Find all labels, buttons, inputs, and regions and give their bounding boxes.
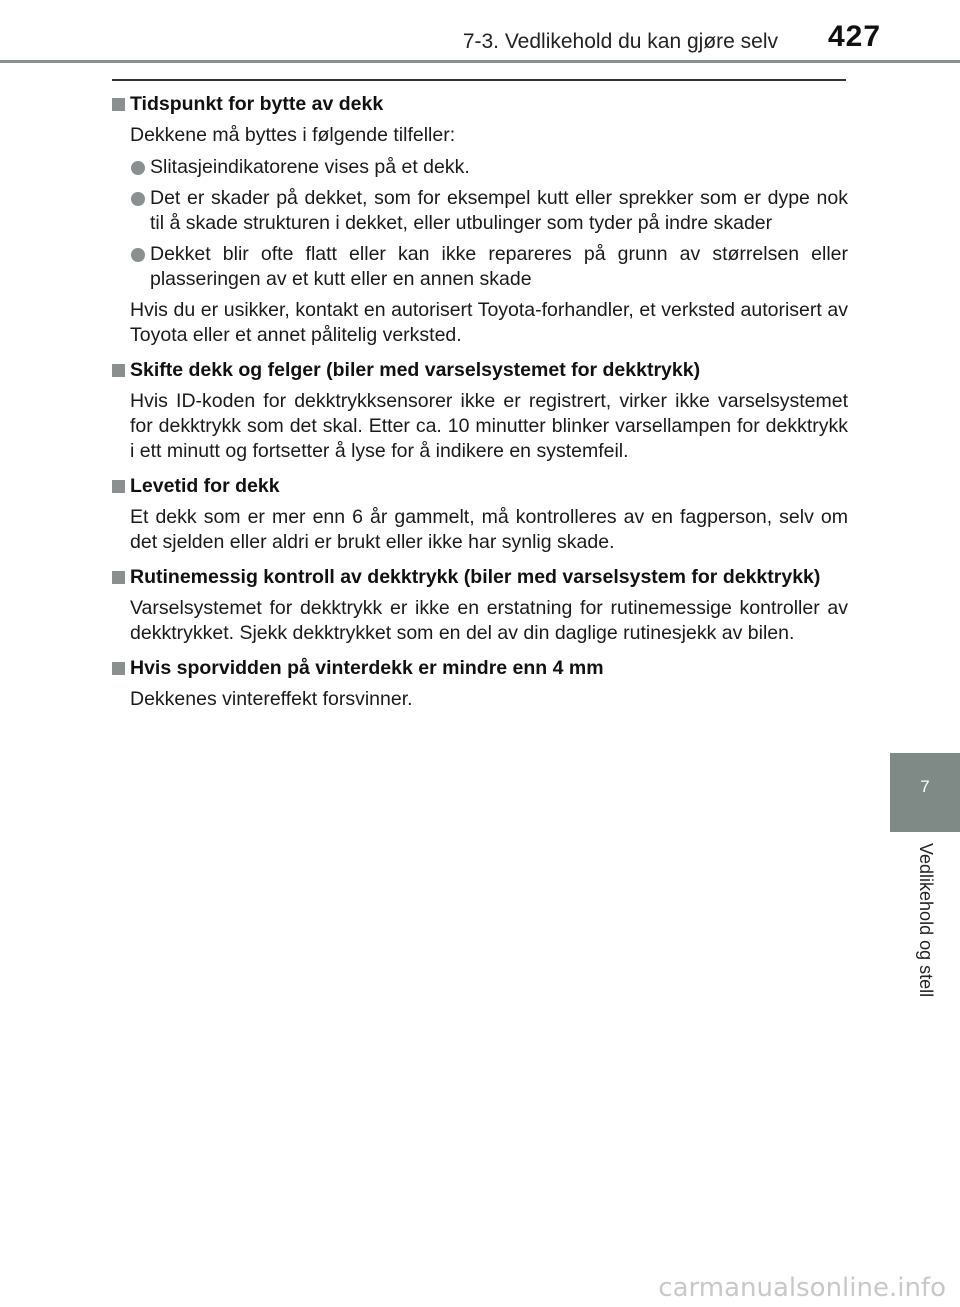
heading-text: Skifte dekk og felger (biler med varselsystemet for dekktrykk) xyxy=(130,359,701,381)
watermark: carmanualsonline.info xyxy=(658,1273,946,1303)
circle-bullet-icon xyxy=(131,192,145,206)
paragraph: Hvis du er usikker, kontakt en autorisert Toyota-forhandler, et verksted autorisert av Toyota eller et annet pålitelig verksted. xyxy=(130,299,848,346)
heading-text: Tidspunkt for bytte av dekk xyxy=(130,93,384,115)
section-heading xyxy=(112,565,848,590)
paragraph: Dekkene må byttes i følgende tilfeller: xyxy=(130,124,456,146)
circle-bullet-icon xyxy=(131,161,145,175)
list-item-text: Slitasjeindikatorene vises på et dekk. xyxy=(150,156,470,178)
heading-text: Rutinemessig kontroll av dekktrykk (biler med varselsystem for dekktrykk) xyxy=(130,566,821,588)
list-item xyxy=(112,186,848,236)
section-heading xyxy=(112,474,848,499)
chapter-tab[interactable] xyxy=(890,753,960,832)
square-bullet-icon xyxy=(112,364,125,377)
square-bullet-icon xyxy=(112,98,125,111)
chapter-number: 7 xyxy=(920,777,930,796)
square-bullet-icon xyxy=(112,480,125,493)
circle-bullet-icon xyxy=(131,248,145,262)
list-item xyxy=(112,155,848,180)
paragraph: Et dekk som er mer enn 6 år gammelt, må kontrolleres av en fagperson, selv om det sjelden eller aldri er brukt eller ikke har synlig skade. xyxy=(130,506,848,553)
section-heading xyxy=(112,656,848,681)
list-item-text: Det er skader på dekket, som for eksempel kutt eller sprekker som er dype nok til å skade strukturen i dekket, eller utbulinger som tyder på indre skader xyxy=(150,187,848,234)
page-header xyxy=(0,0,960,70)
page-number: 427 xyxy=(828,20,882,53)
heading-text: Hvis sporvidden på vinterdekk er mindre enn 4 mm xyxy=(130,657,604,679)
list-item xyxy=(112,242,848,292)
list-item-text: Dekket blir ofte flatt eller kan ikke repareres på grunn av størrelsen eller plasseringen av et kutt eller en annen skade xyxy=(150,243,848,290)
page-content xyxy=(112,92,848,719)
section-heading xyxy=(112,92,848,117)
paragraph: Hvis ID-koden for dekktrykksensorer ikke er registrert, virker ikke varselsystemet for dekktrykk som det skal. Etter ca. 10 minutter blinker varsellampen for dekktrykk i ett minutt og fortsetter å lyse for å indikere en systemfeil. xyxy=(130,390,848,462)
heading-text: Levetid for dekk xyxy=(130,475,280,497)
header-divider xyxy=(0,60,960,63)
square-bullet-icon xyxy=(112,571,125,584)
section-title: 7-3. Vedlikehold du kan gjøre selv xyxy=(462,30,778,53)
square-bullet-icon xyxy=(112,662,125,675)
paragraph: Varselsystemet for dekktrykk er ikke en erstatning for rutinemessige kontroller av dekktrykket. Sjekk dekktrykket som en del av din daglige rutinesjekk av bilen. xyxy=(130,597,848,644)
paragraph: Dekkenes vintereffekt forsvinner. xyxy=(130,688,413,710)
content-divider xyxy=(112,79,846,81)
chapter-label: Vedlikehold og stell xyxy=(916,843,936,998)
section-heading xyxy=(112,358,848,383)
